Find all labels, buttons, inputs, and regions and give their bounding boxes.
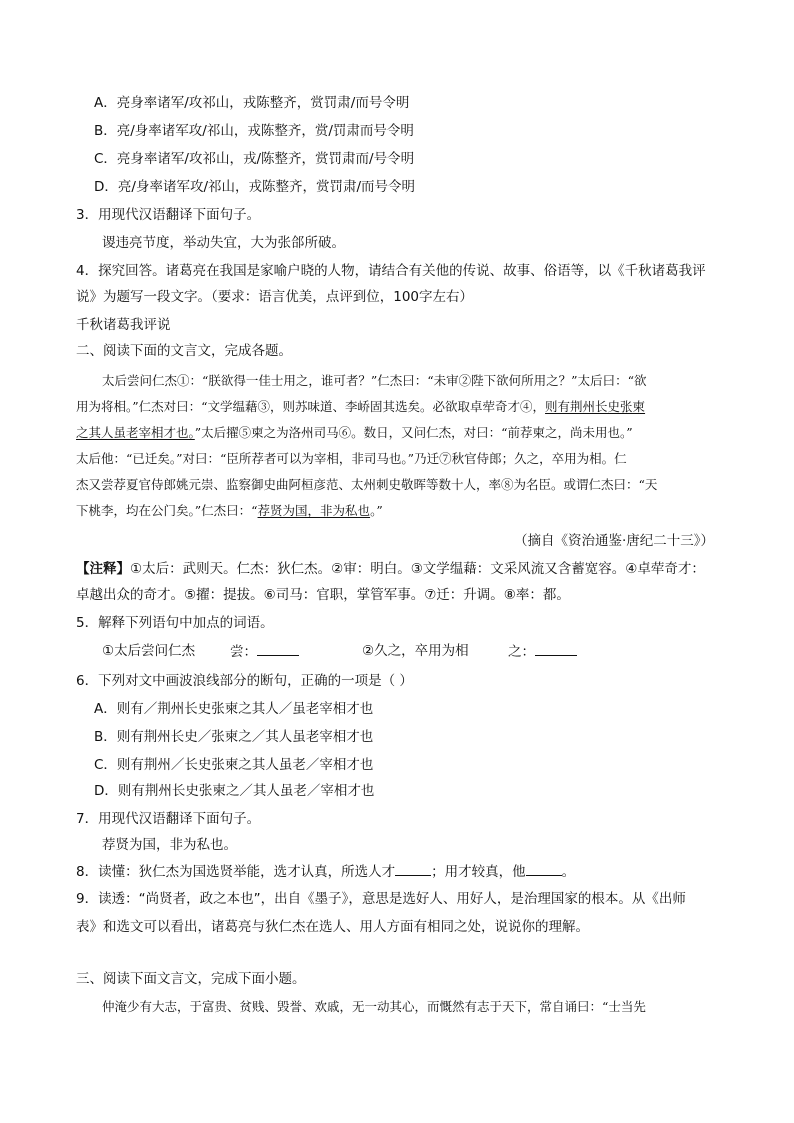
passage-source: （摘自《资治通鉴·唐纪二十三》） <box>513 533 714 549</box>
q5-item2-answer <box>508 642 577 661</box>
q2-option-a: A．亮身率诸军/攻祁山，戎陈整齐，赏罚肃/而号令明 <box>94 95 410 111</box>
q2-option-d: D．亮/身率诸军攻/祁山，戎陈整齐，赏罚肃/而号令明 <box>94 179 416 195</box>
q8-answer-blank-1[interactable] <box>395 862 431 876</box>
passage-line2-text: 用为将相。”仁杰对曰：“文学缊藉③，则苏味道、李峤固其选矣。必欲取卓荦奇才④， <box>76 399 546 414</box>
q6-option-a: A．则有／荆州长史张柬之其人／虽老宰相才也 <box>94 701 374 717</box>
notes-line1 <box>76 560 705 578</box>
passage-line2 <box>76 398 645 416</box>
q9-line1: 9．读透：“尚贤者，政之本也”，出自《墨子》，意思是选好人、用好人，是治理国家的根本。从《出师 <box>76 891 686 907</box>
q2-option-c: C．亮身率诸军/攻祁山，戎/陈整齐，赏罚肃而/号令明 <box>94 151 415 167</box>
passage-line5: 杰又尝荐夏官侍郎姚元崇、监察御史曲阿桓彦范、太州刺史敬晖等数十人，率⑧为名臣。或谓仁杰曰：“天 <box>76 477 658 492</box>
passage-line6-text: 下桃李，均在公门矣。”仁杰曰：“ <box>76 503 258 518</box>
q6-option-c: C．则有荆州／长史张柬之其人虽老／宰相才也 <box>94 757 374 773</box>
q2-option-b: B．亮/身率诸军攻/祁山，戎陈整齐，赏/罚肃而号令明 <box>94 123 414 139</box>
q4-title: 千秋诸葛我评说 <box>76 317 171 333</box>
q5-item2-word: 之： <box>508 644 535 660</box>
q7-sentence: 荐贤为国，非为私也。 <box>102 837 237 853</box>
q8-text-a: 8．读懂：狄仁杰为国选贤举能，选才认真，所选人才 <box>76 864 396 880</box>
q6-stem: 6．下列对文中画波浪线部分的断句，正确的一项是（ ） <box>76 673 413 689</box>
q8-answer-blank-2[interactable] <box>526 862 562 876</box>
q6-option-b: B．则有荆州长史／张柬之／其人虽老宰相才也 <box>94 729 374 745</box>
q6-option-d: D．则有荆州长史张柬之／其人虽老／宰相才也 <box>94 783 375 799</box>
notes-text1: ①太后：武则天。仁杰：狄仁杰。②审：明白。③文学缊藉：文采风流又含蓄宽容。④卓荦奇才： <box>130 561 705 577</box>
q8-text-c: 。 <box>561 864 576 880</box>
q5-stem: 5．解释下列语句中加点的词语。 <box>76 615 274 631</box>
q3-stem: 3．用现代汉语翻译下面句子。 <box>76 207 261 223</box>
passage-line4: 太后他：“已迁矣。”对曰：“臣所荐者可以为宰相，非司马也。”乃迁⑦秋官侍郎；久之，卒用为相。仁 <box>76 451 627 466</box>
passage-line6 <box>76 502 383 520</box>
q5-item1-word: 尝： <box>230 644 257 660</box>
underlined-sentence: 荐贤为国，非为私也 <box>257 503 371 518</box>
section3-heading: 三、阅读下面文言文，完成下面小题。 <box>76 971 306 987</box>
q5-answer-blank-2[interactable] <box>535 642 577 656</box>
q5-item1-answer <box>230 642 299 661</box>
q4-line1: 4．探究回答。诸葛亮在我国是家喻户晓的人物，请结合有关他的传说、故事、俗语等，以《千秋诸葛我评 <box>76 263 706 279</box>
q3-sentence: 谡违亮节度，举动失宜，大为张郃所破。 <box>102 235 345 251</box>
q4-line2: 说》为题写一段文字。（要求：语言优美，点评到位，100字左右） <box>76 289 474 305</box>
wavy-underline-part2: 之其人虽老宰相才也。 <box>76 425 195 440</box>
passage-line1: 太后尝问仁杰①：“朕欲得一佳士用之，谁可者？”仁杰曰：“未审②陛下欲何所用之？”太后曰：“欲 <box>102 373 647 388</box>
q8-line <box>76 862 575 881</box>
notes-label: 【注释】 <box>76 561 130 577</box>
q7-stem: 7．用现代汉语翻译下面句子。 <box>76 811 261 827</box>
q5-item1: ①太后尝问仁杰 <box>102 643 196 659</box>
q9-line2: 表》和选文可以看出，诸葛亮与狄仁杰在选人、用人方面有相同之处，说说你的理解。 <box>76 919 589 935</box>
passage-line3-text: ”太后擢⑤柬之为洛州司马⑥。数日，又问仁杰，对曰：“前荐柬之，尚未用也。” <box>194 425 633 440</box>
passage-line3 <box>76 424 633 442</box>
section3-line1: 仲淹少有大志，于富贵、贫贱、毁誉、欢戚，无一动其心，而慨然有志于天下，常自诵曰：“士当先 <box>102 999 646 1014</box>
q5-item2: ②久之，卒用为相 <box>362 643 469 659</box>
section2-heading: 二、阅读下面的文言文，完成各题。 <box>76 343 292 359</box>
q5-answer-blank-1[interactable] <box>257 642 299 656</box>
notes-line2: 卓越出众的奇才。⑤擢：提拔。⑥司马：官职，掌管军事。⑦迁：升调。⑧率：都。 <box>76 587 570 603</box>
passage-line6-end: 。” <box>370 503 383 518</box>
wavy-underline-part1: 则有荆州长史张柬 <box>545 399 646 414</box>
q8-text-b: ；用才较真，他 <box>431 864 526 880</box>
